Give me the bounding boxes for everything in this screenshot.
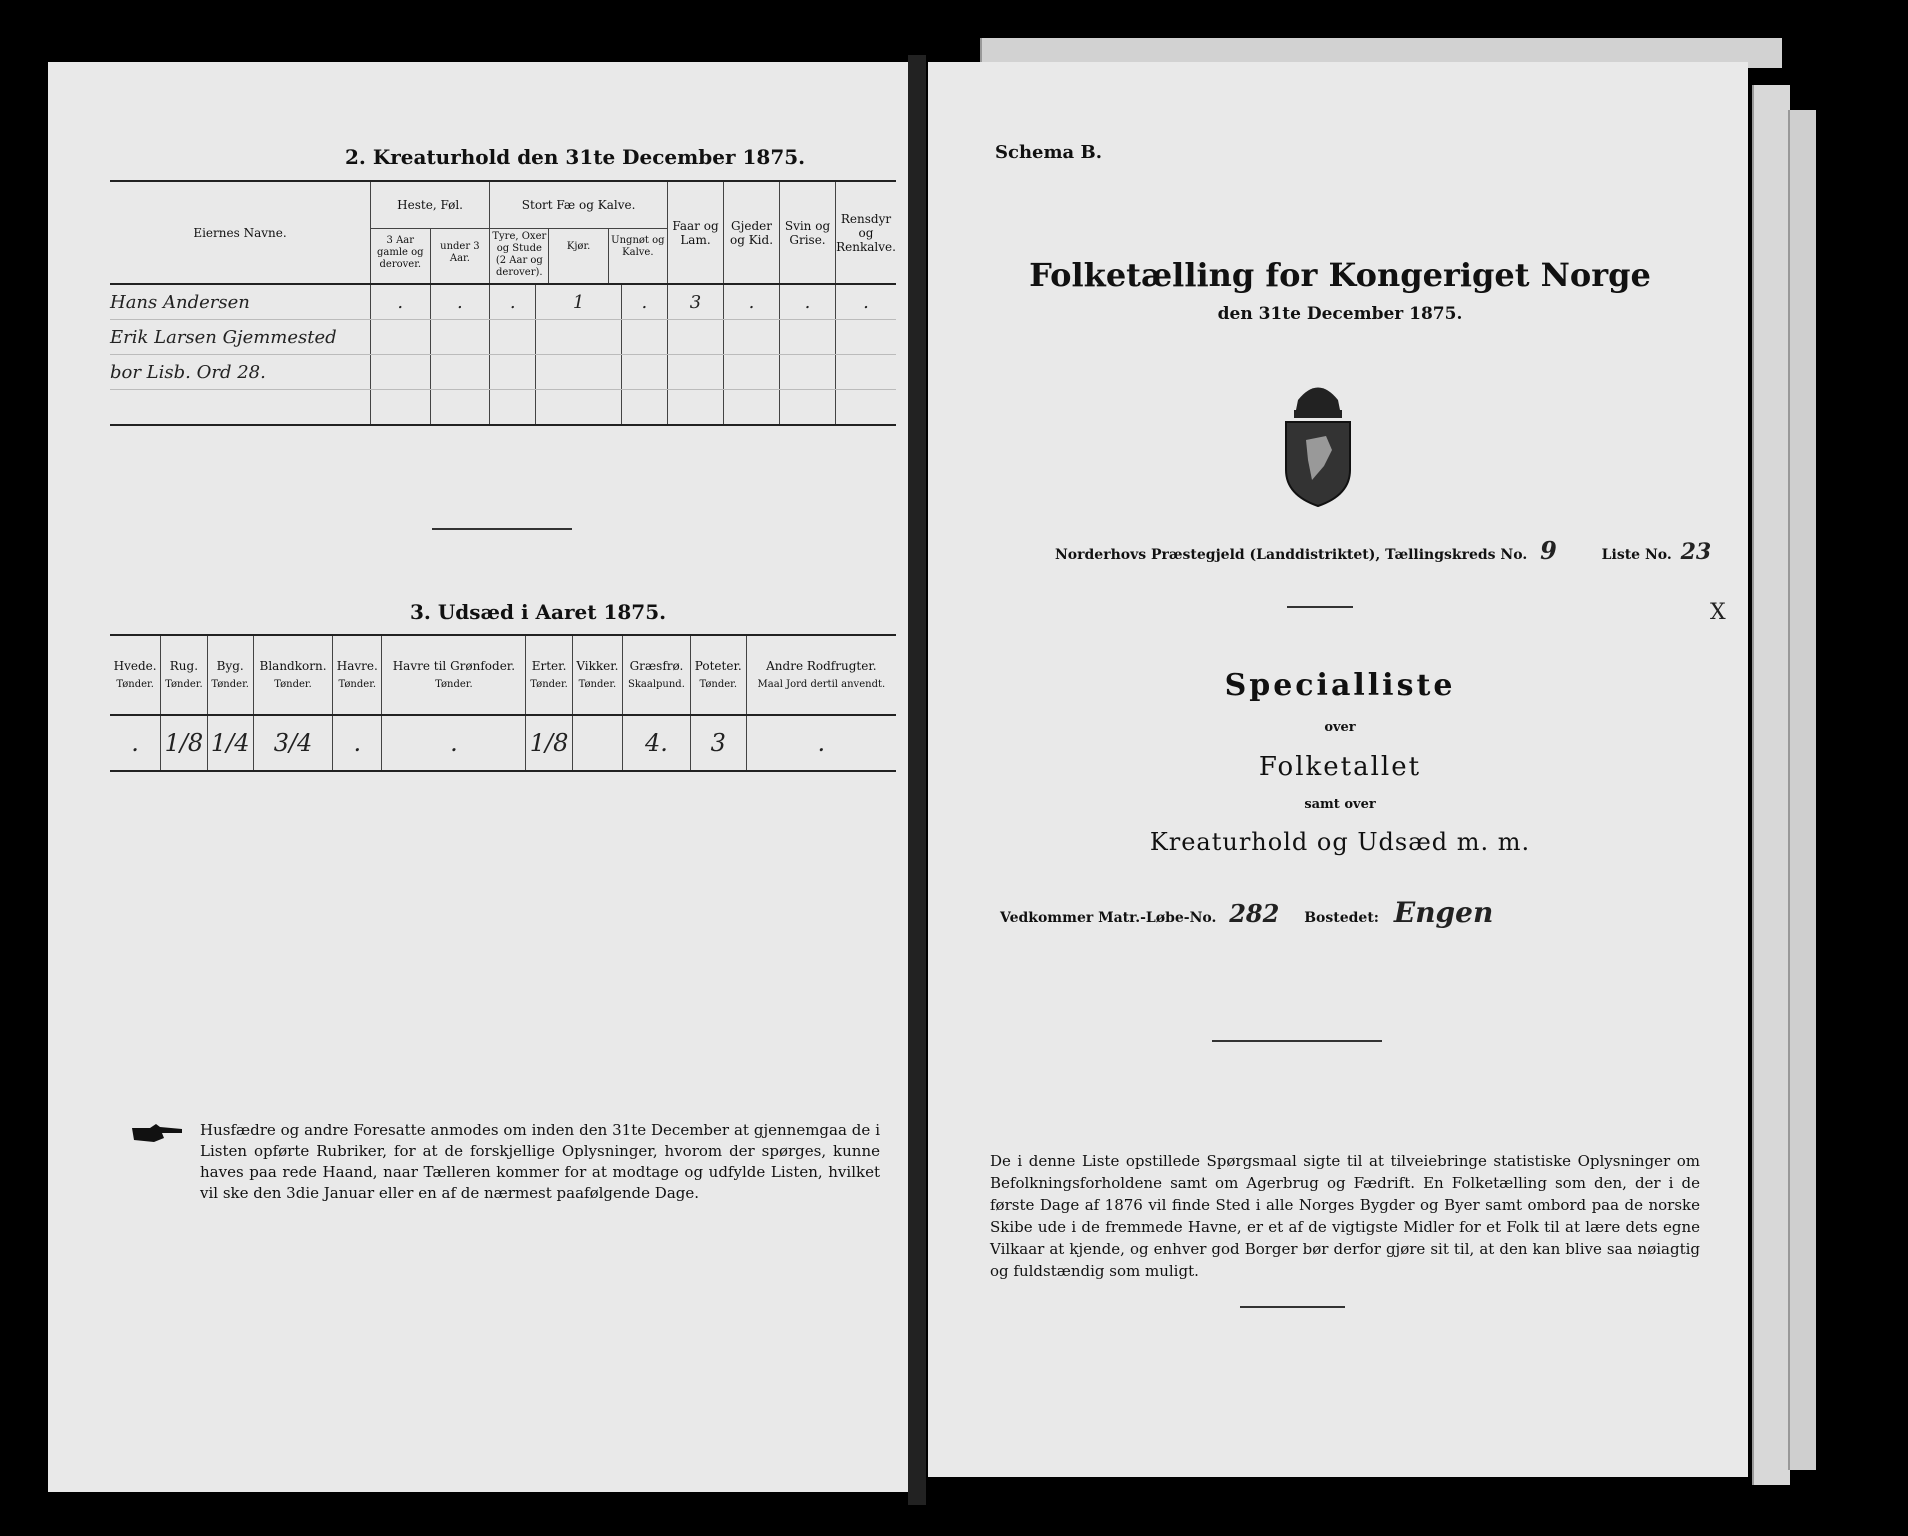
table-row [110, 284, 896, 320]
owner-name-cell: bor Lisb. Ord 28. [110, 355, 371, 390]
count-cell [536, 390, 621, 426]
udsaed-header-cell: Græsfrø. Skaalpund. [623, 635, 691, 715]
udsaed-header-cell: Havre. Tønder. [333, 635, 382, 715]
udsaed-header-cell: Poteter. Tønder. [690, 635, 746, 715]
count-cell [836, 390, 897, 426]
udsaed-header-cell: Blandkorn. Tønder. [253, 635, 332, 715]
divider [1212, 1040, 1382, 1042]
count-cell [836, 355, 897, 390]
count-cell: . [621, 284, 667, 320]
header-heste-sub1: 3 Aar gamle og derover. [371, 229, 431, 283]
udsaed-value-cell [572, 715, 622, 771]
udsaed-value-cell: . [746, 715, 896, 771]
kreds-number: 9 [1540, 536, 1557, 565]
udsaed-header-cell: Vikker. Tønder. [572, 635, 622, 715]
page-subtitle: den 31te December 1875. [1217, 304, 1463, 324]
owner-name-cell [110, 390, 371, 426]
folketallet-heading: Folketallet [1258, 752, 1422, 782]
header-faar: Faar og Lam. [668, 181, 724, 284]
count-cell [724, 355, 780, 390]
count-cell: . [490, 284, 536, 320]
count-cell [668, 355, 724, 390]
header-stort-sub1: Tyre, Oxer og Stude (2 Aar og derover). [490, 229, 549, 283]
count-cell: 1 [536, 284, 621, 320]
page-title: Folketælling for Kongeriget Norge [1029, 256, 1651, 294]
udsaed-header-cell: Byg. Tønder. [207, 635, 253, 715]
count-cell [621, 355, 667, 390]
header-gjeder: Gjeder og Kid. [724, 181, 780, 284]
count-cell [536, 320, 621, 355]
schema-label: Schema B. [995, 142, 1102, 163]
header-heste-sub2: under 3 Aar. [440, 241, 480, 264]
table-row [110, 355, 896, 390]
count-cell [668, 390, 724, 426]
samt-over-text: samt over [1304, 797, 1376, 812]
count-cell [371, 390, 431, 426]
count-cell: 3 [668, 284, 724, 320]
kreaturhold-table [110, 180, 896, 426]
udsaed-value-cell: 1/4 [207, 715, 253, 771]
kreaturhold-heading: Kreaturhold og Udsæd m. m. [1149, 828, 1531, 856]
count-cell [490, 320, 536, 355]
count-cell [724, 390, 780, 426]
count-cell: . [780, 284, 836, 320]
book-spine [908, 55, 926, 1505]
owner-name-cell: Erik Larsen Gjemmested [110, 320, 371, 355]
count-cell [724, 320, 780, 355]
district-line [1055, 536, 1711, 565]
count-cell: . [836, 284, 897, 320]
count-cell [371, 355, 431, 390]
count-cell [668, 320, 724, 355]
owner-name-cell: Hans Andersen [110, 284, 371, 320]
udsaed-header-cell: Havre til Grønfoder. Tønder. [382, 635, 526, 715]
udsaed-value-cell: 3/4 [253, 715, 332, 771]
specialliste-heading: Specialliste [1224, 668, 1456, 703]
bosted-value: Engen [1393, 896, 1494, 929]
udsaed-value-cell: . [131, 729, 139, 757]
udsaed-value-cell: . [382, 715, 526, 771]
count-cell [430, 355, 490, 390]
count-cell: . [724, 284, 780, 320]
header-eier: Eiernes Navne. [110, 181, 371, 284]
count-cell [780, 320, 836, 355]
udsaed-value-cell: 1/8 [526, 715, 572, 771]
udsaed-header-cell: Andre Rodfrugter. Maal Jord dertil anvendt. [746, 635, 896, 715]
count-cell [621, 390, 667, 426]
count-cell [490, 355, 536, 390]
count-cell [836, 320, 897, 355]
divider [432, 528, 572, 530]
udsaed-value-cell: 4. [623, 715, 691, 771]
count-cell: . [371, 284, 431, 320]
udsaed-title: 3. Udsæd i Aaret 1875. [410, 600, 667, 624]
count-cell [536, 355, 621, 390]
count-cell [430, 320, 490, 355]
page-edge-1 [1752, 85, 1790, 1485]
header-stort-sub2: Kjør. [549, 229, 608, 283]
header-rensdyr: Rensdyr og Renkalve. [836, 181, 897, 284]
count-cell [371, 320, 431, 355]
header-stort-sub3: Ungnøt og Kalve. [611, 235, 665, 258]
matr-label: Vedkommer Matr.-Løbe-No. [1000, 910, 1217, 926]
count-cell [490, 390, 536, 426]
udsaed-table [110, 634, 896, 772]
header-stort: Stort Fæ og Kalve. Tyre, Oxer og Stude (2 Aar og derover). Kjør. Ungnøt og Kalve. [490, 181, 668, 284]
liste-number: 23 [1680, 539, 1712, 565]
margin-mark: X [1710, 600, 1726, 625]
table-row [110, 320, 896, 355]
count-cell [780, 390, 836, 426]
count-cell [780, 355, 836, 390]
kreaturhold-title: 2. Kreaturhold den 31te December 1875. [345, 145, 806, 169]
header-svin: Svin og Grise. [780, 181, 836, 284]
count-cell: . [430, 284, 490, 320]
udsaed-header-cell: Rug. Tønder. [161, 635, 207, 715]
bosted-label: Bostedet: [1304, 910, 1379, 926]
header-heste: Heste, Føl. 3 Aar gamle og derover. under 3 Aar. [371, 181, 490, 284]
divider [1240, 1306, 1345, 1308]
instructions-notice: Husfædre og andre Foresatte anmodes om inden den 31te December at gjennemgaa de i Listen opførte Rubriker, for at de forskjellige Oplysninger, hvorom der spørges, kunne haves paa rede Haand, naar Tælleren kommer for at modtage og udfylde Listen, hvilket vil ske den 3die Januar eller en af de nærmest paafølgende Dage. [200, 1121, 880, 1202]
pointing-hand-icon [130, 1122, 185, 1144]
udsaed-header-cell: Hvede. Tønder. [110, 635, 161, 715]
udsaed-value-cell: 3 [690, 715, 746, 771]
table-row [110, 390, 896, 426]
liste-label: Liste No. [1601, 547, 1672, 563]
udsaed-header-cell: Erter. Tønder. [526, 635, 572, 715]
district-text: Norderhovs Præstegjeld (Landdistriktet), Tællingskreds No. [1055, 547, 1528, 563]
matrikkel-line [1000, 896, 1493, 929]
udsaed-value-cell: . [333, 715, 382, 771]
coat-of-arms-icon [1268, 370, 1368, 510]
purpose-paragraph: De i denne Liste opstillede Spørgsmaal sigte til at tilveiebringe statistiske Oplysninger om Befolkningsforholdene samt om Agerbrug og Fædrift. En Folketælling som den, der i de første Dage af 1876 vil finde Sted i alle Norges Bygder og Byer samt ombord paa de norske Skibe ude i de fremmede Havne, er et af de vigtigste Midler for et Folk til at lære dets egne Vilkaar at kjende, og enhver god Borger bør derfor gjøre sit til, at den kan blive saa nøiagtig og fuldstændig som muligt. [990, 1152, 1700, 1280]
divider [1287, 606, 1353, 608]
page-edge-2 [1788, 110, 1816, 1470]
count-cell [430, 390, 490, 426]
over-text: over [1324, 720, 1356, 735]
count-cell [621, 320, 667, 355]
udsaed-value-cell: 1/8 [161, 715, 207, 771]
matr-number: 282 [1229, 899, 1280, 928]
